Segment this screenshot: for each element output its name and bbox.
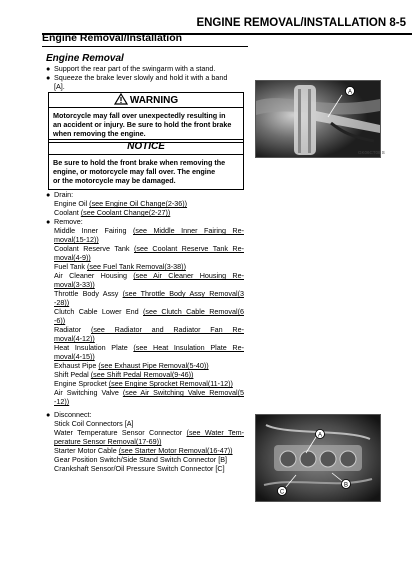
- remove-label: ● Remove:: [46, 217, 83, 226]
- list-item-text: Coolant Reserve Tank: [54, 244, 134, 253]
- brake-lever-image: [256, 81, 380, 157]
- figure-brake-lever-photo: [255, 80, 381, 158]
- cross-reference-link[interactable]: moval(15-12)): [54, 235, 99, 244]
- engine-connectors-image: [256, 415, 380, 501]
- section-title: Engine Removal/Installation: [42, 32, 183, 44]
- list-item: [46, 464, 244, 473]
- cross-reference-link[interactable]: -12)): [54, 397, 70, 406]
- drain-item: Coolant (see Coolant Change(2-27)): [54, 208, 171, 217]
- figure1-code: GK06CT08 S: [358, 150, 385, 155]
- list-item-text: Shift Pedal: [54, 370, 91, 379]
- warning-triangle-icon: [114, 93, 128, 105]
- warning-header: [49, 93, 243, 108]
- list-item: [46, 379, 244, 388]
- list-item: [46, 334, 244, 343]
- list-item: [46, 370, 244, 379]
- list-item: [46, 455, 244, 464]
- cross-reference-link[interactable]: (see Radiator and Radiator Fan Re-: [90, 325, 244, 334]
- cross-reference-link[interactable]: (see Fuel Tank Removal(3-38)): [87, 262, 186, 271]
- warning-title: WARNING: [129, 95, 179, 106]
- list-item-text: Air Cleaner Housing: [54, 271, 134, 280]
- list-item: [46, 280, 244, 289]
- list-item: [46, 235, 244, 244]
- cross-reference-link[interactable]: (see Air Switching Valve Removal(5: [122, 388, 244, 397]
- figure-engine-connectors-photo: [255, 414, 381, 502]
- cross-reference-link[interactable]: moval(4-12)): [54, 334, 95, 343]
- list-item: [46, 253, 244, 262]
- list-item: [46, 271, 244, 280]
- list-item: [46, 325, 244, 334]
- drain-label: ● Drain:: [46, 190, 74, 199]
- drain-link[interactable]: (see Coolant Change(2-27)): [80, 208, 171, 217]
- list-item: [46, 343, 244, 352]
- list-item: [46, 437, 244, 446]
- list-item: [46, 352, 244, 361]
- cross-reference-link[interactable]: moval(4-15)): [54, 352, 95, 361]
- remove-items: [46, 226, 244, 406]
- figure2-callout-c: C: [279, 489, 285, 496]
- subheading: Engine Removal: [46, 53, 124, 64]
- list-item: [46, 388, 244, 397]
- list-item: [46, 446, 244, 455]
- list-item: [46, 397, 244, 406]
- list-item-text: Heat Insulation Plate: [54, 343, 134, 352]
- step-item: ● Squeeze the brake lever slowly and hold it with a band: [46, 73, 228, 82]
- list-item-text: Fuel Tank: [54, 262, 88, 271]
- list-item: [46, 298, 244, 307]
- list-item-text: Exhaust Pipe: [54, 361, 99, 370]
- cross-reference-link[interactable]: (see Engine Sprocket Removal(11-12)): [108, 379, 233, 388]
- notice-box: [48, 139, 244, 190]
- list-item-text: Starter Motor Cable: [54, 446, 119, 455]
- list-item: [46, 419, 244, 428]
- disconnect-items: [46, 419, 244, 473]
- notice-body: Be sure to hold the front brake when removing the engine, or motorcycle may fall over. The engine or the motorcycle may be damaged.: [53, 158, 226, 186]
- list-item-text: Clutch Cable Lower End: [54, 307, 143, 316]
- notice-title: NOTICE: [49, 140, 243, 155]
- cross-reference-link[interactable]: -28)): [54, 298, 70, 307]
- list-item: [46, 289, 244, 298]
- cross-reference-link[interactable]: (see Exhaust Pipe Removal(5-40)): [98, 361, 209, 370]
- figure2-callout-a: A: [317, 432, 323, 439]
- cross-reference-link[interactable]: (see Throttle Body Assy Removal(3: [122, 289, 244, 298]
- list-item-text: Gear Position Switch/Side Stand Switch Connector [B]: [54, 455, 227, 464]
- figure2-callout-b: B: [343, 482, 349, 489]
- cross-reference-link[interactable]: (see Shift Pedal Removal(9-46)): [90, 370, 194, 379]
- section-rule: [42, 46, 248, 47]
- list-item: [46, 226, 244, 235]
- cross-reference-link[interactable]: moval(3-33)): [54, 280, 95, 289]
- cross-reference-link[interactable]: (see Heat Insulation Plate Re-: [133, 343, 244, 352]
- list-item-text: Middle Inner Fairing: [54, 226, 133, 235]
- list-item-text: Throttle Body Assy: [54, 289, 123, 298]
- cross-reference-link[interactable]: moval(4-9)): [54, 253, 91, 262]
- list-item: [46, 428, 244, 437]
- page-header-title: ENGINE REMOVAL/INSTALLATION 8-5: [196, 17, 406, 29]
- warning-box: [48, 92, 244, 143]
- warning-body: Motorcycle may fall over unexpectedly resulting in an accident or injury. Be sure to hold the front brake when removing the engine.: [53, 111, 232, 139]
- step-list: [46, 64, 244, 91]
- list-item-text: Air Switching Valve: [54, 388, 123, 397]
- drain-remove-list: [46, 190, 244, 406]
- figure1-callout: A: [347, 89, 353, 96]
- list-item-text: Engine Sprocket: [54, 379, 109, 388]
- list-item-text: Stick Coil Connectors [A]: [54, 419, 134, 428]
- step-item-cont: [A].: [54, 82, 65, 91]
- cross-reference-link[interactable]: (see Coolant Reserve Tank Re-: [133, 244, 244, 253]
- drain-link[interactable]: (see Engine Oil Change(2-36)): [89, 199, 188, 208]
- cross-reference-link[interactable]: (see Starter Motor Removal(16-47)): [118, 446, 233, 455]
- drain-item: Engine Oil (see Engine Oil Change(2-36)): [54, 199, 188, 208]
- disconnect-label: ● Disconnect:: [46, 410, 92, 419]
- list-item: [46, 361, 244, 370]
- list-item-text: Radiator: [54, 325, 91, 334]
- cross-reference-link[interactable]: -6)): [54, 316, 66, 325]
- list-item-text: Water Temperature Sensor Connector: [54, 428, 187, 437]
- cross-reference-link[interactable]: (see Water Tem-: [186, 428, 245, 437]
- cross-reference-link[interactable]: (see Middle Inner Fairing Re-: [132, 226, 244, 235]
- list-item: [46, 316, 244, 325]
- cross-reference-link[interactable]: (see Air Cleaner Housing Re-: [133, 271, 244, 280]
- disconnect-list: [46, 410, 244, 473]
- list-item: [46, 244, 244, 253]
- list-item: [46, 307, 244, 316]
- list-item-text: Crankshaft Sensor/Oil Pressure Switch Connector [C]: [54, 464, 225, 473]
- list-item: [46, 262, 244, 271]
- cross-reference-link[interactable]: (see Clutch Cable Removal(6: [143, 307, 244, 316]
- cross-reference-link[interactable]: perature Sensor Removal(17-69)): [54, 437, 162, 446]
- step-item: ● Support the rear part of the swingarm with a stand.: [46, 64, 216, 73]
